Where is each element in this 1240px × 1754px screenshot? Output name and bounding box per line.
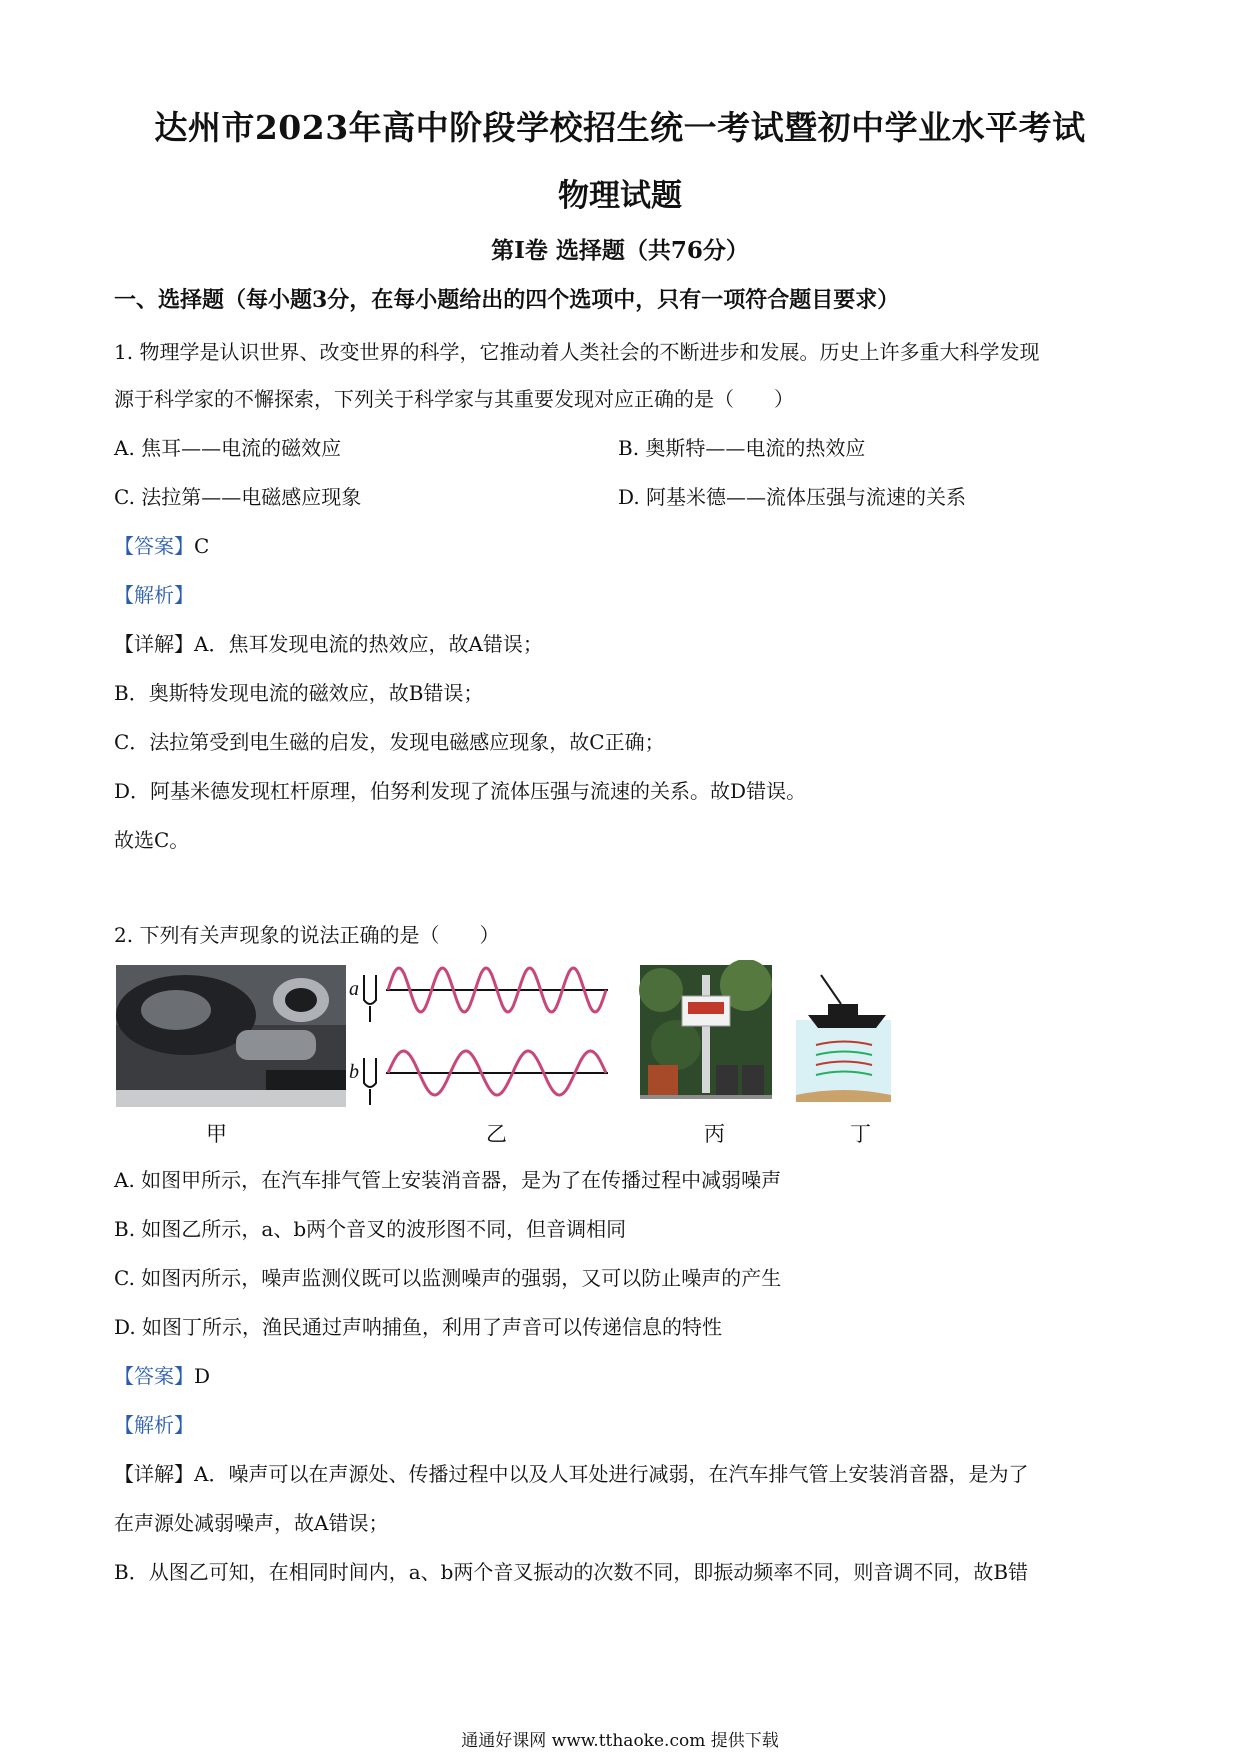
tuning-fork-a-icon	[364, 975, 376, 1022]
q2-option-b: B. 如图乙所示，a、b两个音叉的波形图不同，但音调相同	[114, 1217, 627, 1241]
q1-stem-line1: 1. 物理学是认识世界、改变世界的科学，它推动着人类社会的不断进步和发展。历史上许多重大科学发现	[114, 340, 1040, 364]
detail-text: A．焦耳发现电流的热效应，故A错误；	[194, 632, 543, 656]
q1-option-b: B. 奥斯特——电流的热效应	[618, 436, 866, 460]
q2-detail-a-line2: 在声源处减弱噪声，故A错误；	[114, 1511, 389, 1535]
answer-tag: 【答案】	[114, 1364, 194, 1388]
tuning-fork-b-icon	[364, 1058, 376, 1105]
q2-option-c: C. 如图丙所示，噪声监测仪既可以监测噪声的强弱，又可以防止噪声的产生	[114, 1266, 782, 1290]
q1-analysis	[114, 579, 194, 608]
q2-option-a: A. 如图甲所示，在汽车排气管上安装消音器，是为了在传播过程中减弱噪声	[114, 1168, 782, 1192]
exam-subtitle: 物理试题	[558, 178, 682, 214]
analysis-tag: 【解析】	[114, 583, 194, 607]
answer-tag: 【答案】	[114, 534, 194, 558]
q1-answer	[114, 530, 209, 559]
q2-detail-a-line1	[114, 1458, 1028, 1487]
noise-monitor-image	[639, 960, 772, 1099]
q1-detail-b: B．奥斯特发现电流的磁效应，故B错误；	[114, 681, 484, 705]
sonar-diagram	[796, 975, 891, 1102]
figure-label-jia: 甲	[206, 1122, 227, 1146]
q1-option-d: D. 阿基米德——流体压强与流速的关系	[618, 485, 967, 509]
page-footer: 通通好课网 www.tthaoke.com 提供下载	[461, 1731, 779, 1751]
q1-detail-d: D．阿基米德发现杠杆原理，伯努利发现了流体压强与流速的关系。故D错误。	[114, 779, 807, 803]
section-heading: 一、选择题（每小题3分，在每小题给出的四个选项中，只有一项符合题目要求）	[114, 287, 900, 313]
figure-label-yi: 乙	[486, 1122, 507, 1146]
q1-stem-line2: 源于科学家的不懈探索，下列关于科学家与其重要发现对应正确的是（ ）	[114, 387, 794, 411]
q2-option-d: D. 如图丁所示，渔民通过声呐捕鱼，利用了声音可以传递信息的特性	[114, 1315, 723, 1339]
detail-tag: 【详解】	[114, 1462, 194, 1486]
q2-detail-b-line1: B．从图乙可知，在相同时间内，a、b两个音叉振动的次数不同，即振动频率不同，则音调不同，故B错	[114, 1560, 1029, 1584]
q1-option-c: C. 法拉第——电磁感应现象	[114, 485, 362, 509]
exam-title: 达州市2023年高中阶段学校招生统一考试暨初中学业水平考试	[154, 108, 1086, 147]
tuning-fork-waveforms	[349, 968, 608, 1105]
q1-detail-a	[114, 628, 543, 657]
q2-figures	[116, 960, 936, 1150]
fork-a-label: a	[349, 978, 359, 1000]
part-heading: 第Ⅰ卷 选择题（共76分）	[491, 237, 749, 264]
q2-answer	[114, 1360, 210, 1389]
detail-text: A．噪声可以在声源处、传播过程中以及人耳处进行减弱，在汽车排气管上安装消音器，是为了	[194, 1462, 1029, 1486]
figure-label-bing: 丙	[704, 1122, 725, 1146]
q1-detail-c: C．法拉第受到电生磁的启发，发现电磁感应现象，故C正确；	[114, 730, 665, 754]
q1-conclusion: 故选C。	[114, 828, 190, 852]
q1-option-a: A. 焦耳——电流的磁效应	[114, 436, 342, 460]
q2-analysis	[114, 1409, 194, 1438]
answer-value: C	[194, 534, 210, 558]
answer-value: D	[194, 1364, 211, 1388]
figure-label-ding: 丁	[850, 1122, 871, 1146]
q2-stem: 2. 下列有关声现象的说法正确的是（ ）	[114, 923, 500, 947]
detail-tag: 【详解】	[114, 632, 194, 656]
analysis-tag: 【解析】	[114, 1413, 194, 1437]
car-exhaust-image	[116, 965, 346, 1107]
fork-b-label: b	[349, 1061, 359, 1083]
